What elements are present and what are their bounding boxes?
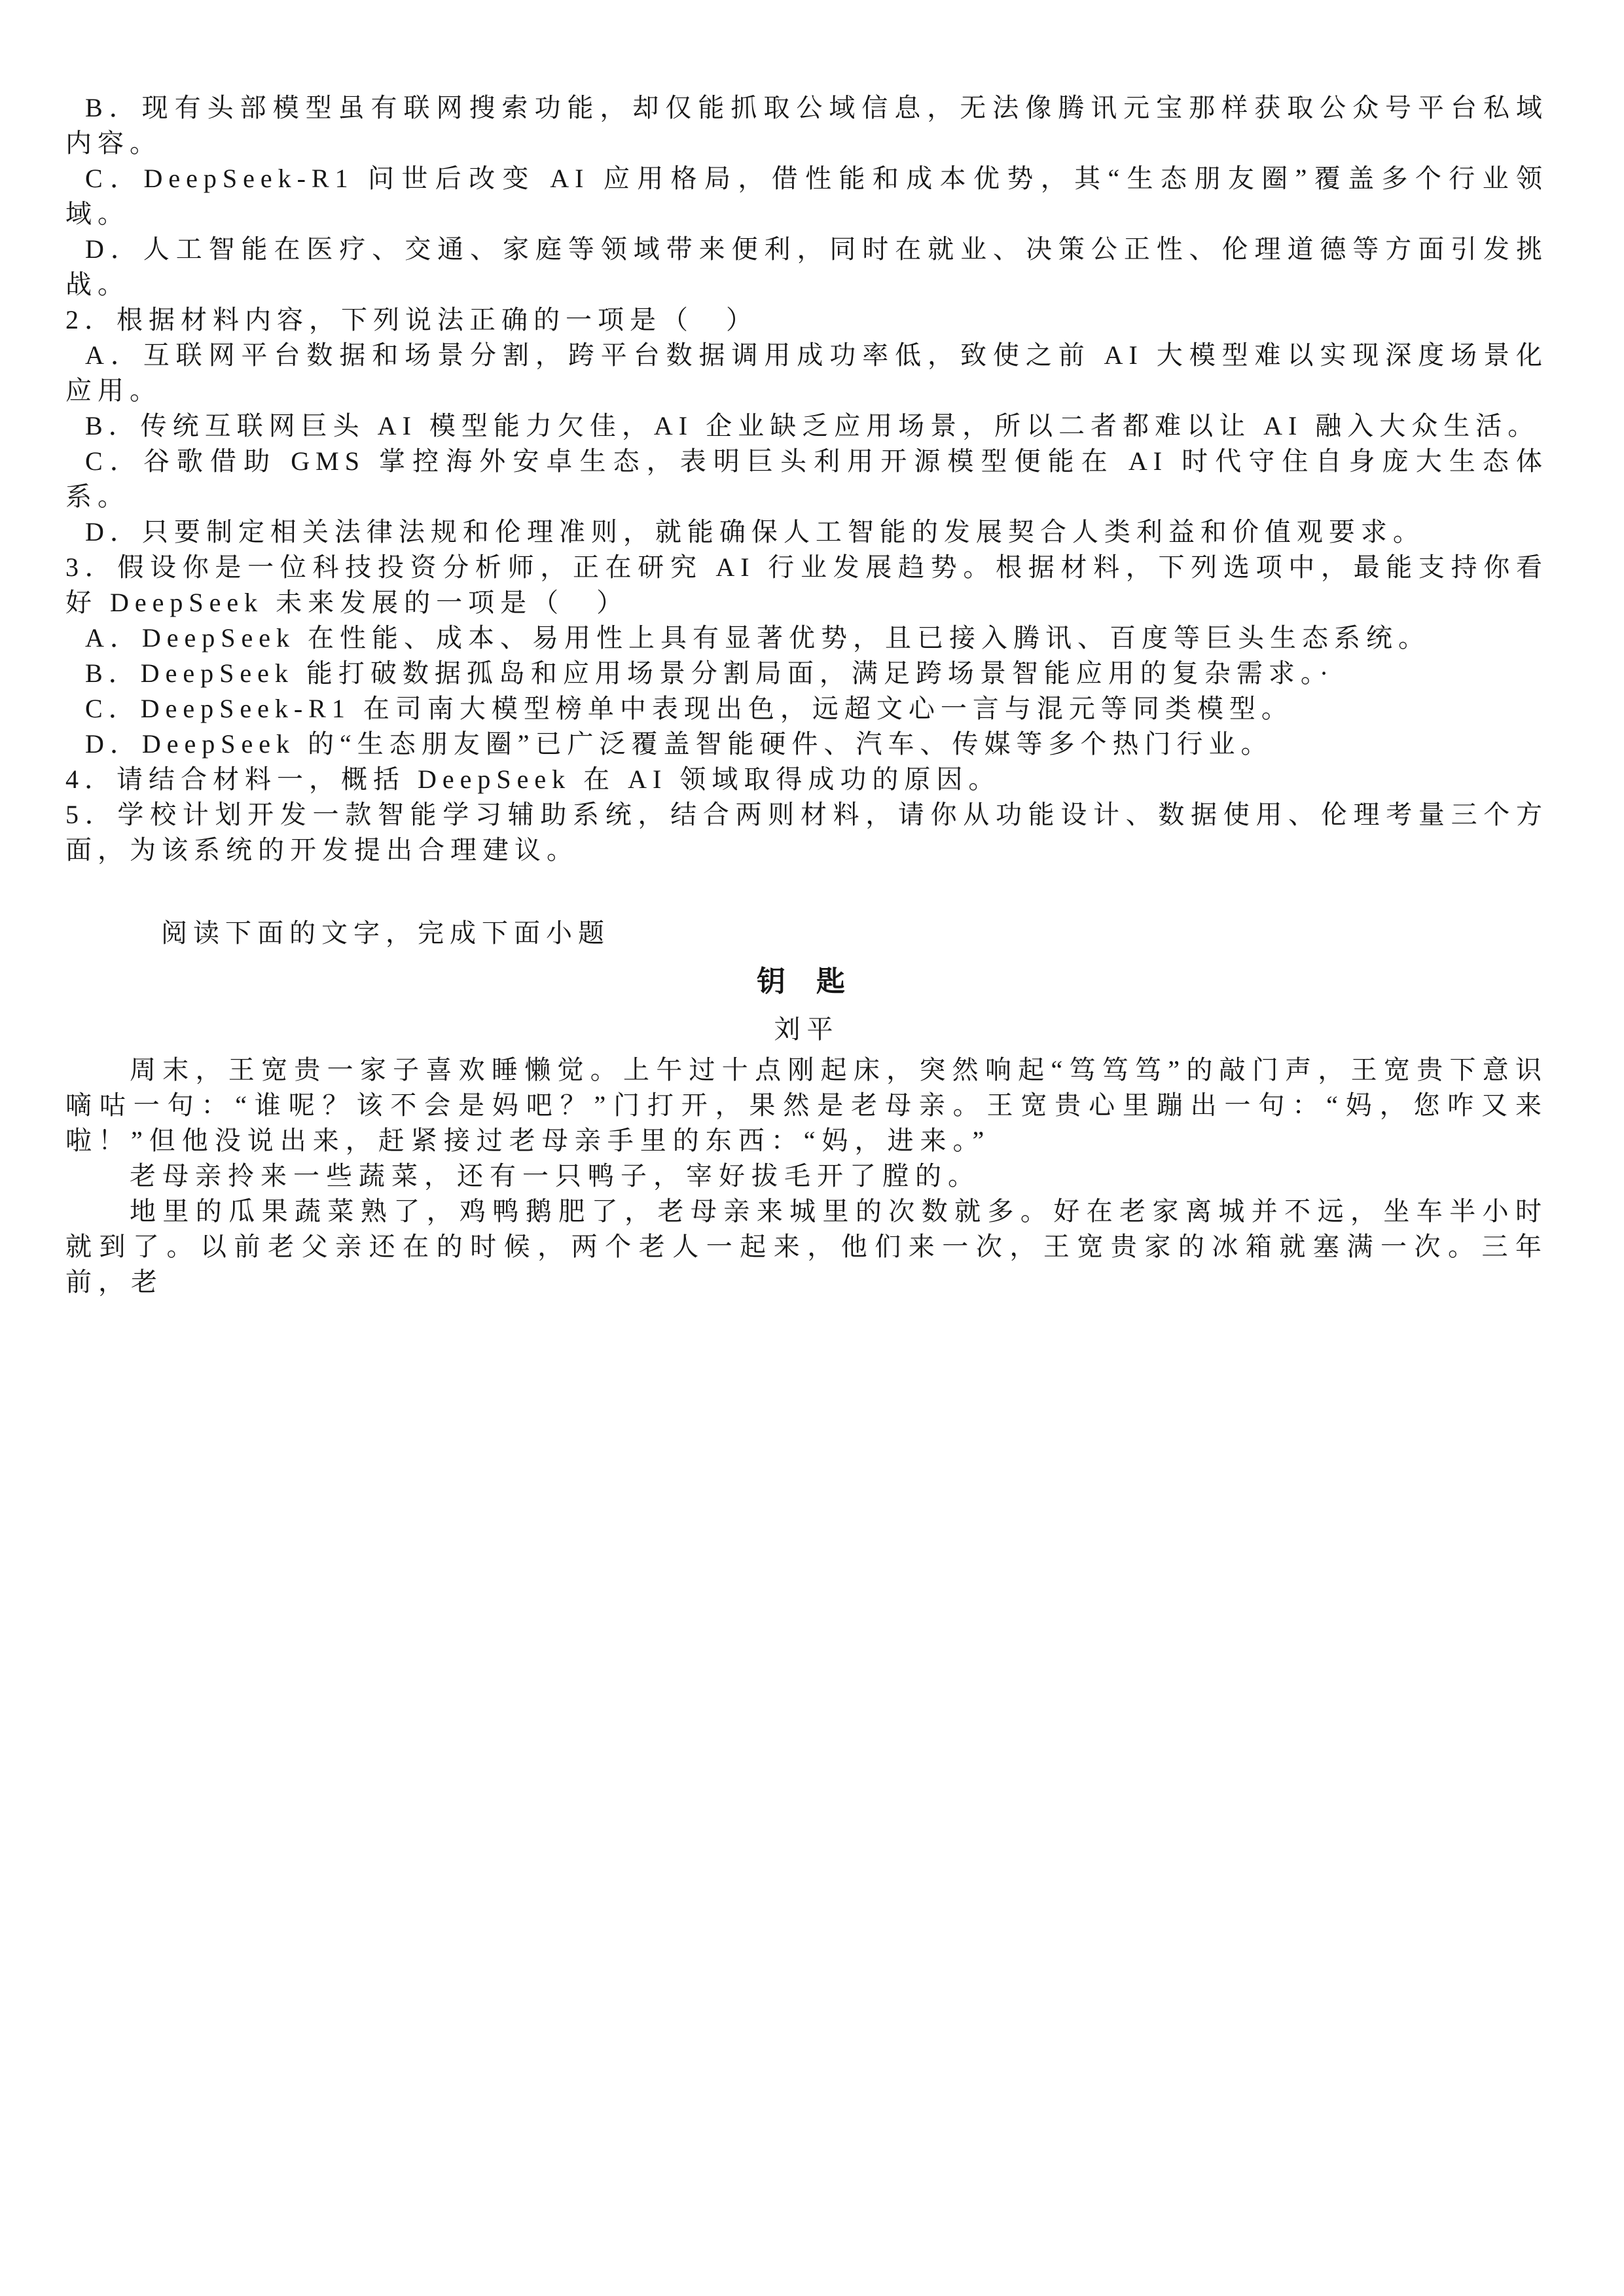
question-3-stem: 3．假设你是一位科技投资分析师，正在研究 AI 行业发展趋势。根据材料，下列选项中，最能支持你看好 DeepSeek 未来发展的一项是（ ） bbox=[65, 552, 1548, 617]
passage-title: 钥 匙 bbox=[757, 965, 857, 997]
q1-option-d: D．人工智能在医疗、交通、家庭等领域带来便利，同时在就业、决策公正性、伦理道德等方面引发挑战。 bbox=[65, 234, 1548, 299]
q3-option-d: D．DeepSeek 的“生态朋友圈”已广泛覆盖智能硬件、汽车、传媒等多个热门行业。 bbox=[85, 729, 1273, 759]
q1-option-b: B．现有头部模型虽有联网搜索功能，却仅能抓取公域信息，无法像腾讯元宝那样获取公众号平台私域内容。 bbox=[65, 93, 1548, 158]
q3-option-c: C．DeepSeek-R1 在司南大模型榜单中表现出色，远超文心一言与混元等同类模型。 bbox=[85, 694, 1293, 723]
q2-option-b: B．传统互联网巨头 AI 模型能力欠佳，AI 企业缺乏应用场景，所以二者都难以让 AI 融入大众生活。 bbox=[85, 411, 1540, 440]
story-paragraph-2: 老母亲拎来一些蔬菜，还有一只鸭子，宰好拔毛开了膛的。 bbox=[130, 1161, 981, 1191]
q2-option-a: A．互联网平台数据和场景分割，跨平台数据调用成功率低，致使之前 AI 大模型难以实现深度场景化应用。 bbox=[65, 340, 1548, 405]
q2-option-d: D．只要制定相关法律法规和伦理准则，就能确保人工智能的发展契合人类利益和价值观要求。 bbox=[85, 517, 1425, 547]
q2-option-c: C．谷歌借助 GMS 掌控海外安卓生态，表明巨头利用开源模型便能在 AI 时代守住自身庞大生态体系。 bbox=[65, 446, 1548, 511]
story-paragraph-3: 地里的瓜果蔬菜熟了，鸡鸭鹅肥了，老母亲来城里的次数就多。好在老家离城并不远，坐车半小时就到了。以前老父亲还在的时候，两个老人一起来，他们来一次，王宽贵家的冰箱就塞满一次。三年前，老 bbox=[65, 1196, 1548, 1297]
q1-option-c: C．DeepSeek-R1 问世后改变 AI 应用格局，借性能和成本优势，其“生态朋友圈”覆盖多个行业领域。 bbox=[65, 164, 1548, 228]
question-2-stem: 2．根据材料内容，下列说法正确的一项是（ ） bbox=[65, 305, 758, 334]
story-paragraph-1: 周末，王宽贵一家子喜欢睡懒觉。上午过十点刚起床，突然响起“笃笃笃”的敲门声，王宽贵下意识嘀咕一句：“谁呢？该不会是妈吧？”门打开，果然是老母亲。王宽贵心里蹦出一句：“妈，您咋又来啦！”但他没说出来，赶紧接过老母亲手里的东西：“妈，进来。” bbox=[65, 1055, 1548, 1155]
question-4-stem: 4．请结合材料一，概括 DeepSeek 在 AI 领域取得成功的原因。 bbox=[65, 764, 1001, 794]
exam-content bbox=[65, 90, 1548, 1300]
q3-option-b: B．DeepSeek 能打破数据孤岛和应用场景分割局面，满足跨场景智能应用的复杂需求。· bbox=[85, 658, 1335, 688]
reading-instruction: 阅读下面的文字，完成下面小题 bbox=[161, 918, 610, 948]
section-gap bbox=[65, 868, 1548, 910]
question-5-stem: 5．学校计划开发一款智能学习辅助系统，结合两则材料，请你从功能设计、数据使用、伦理考量三个方面，为该系统的开发提出合理建议。 bbox=[65, 800, 1548, 865]
q3-option-a: A．DeepSeek 在性能、成本、易用性上具有显著优势，且已接入腾讯、百度等巨头生态系统。 bbox=[85, 623, 1431, 653]
passage-author: 刘平 bbox=[774, 1014, 840, 1044]
